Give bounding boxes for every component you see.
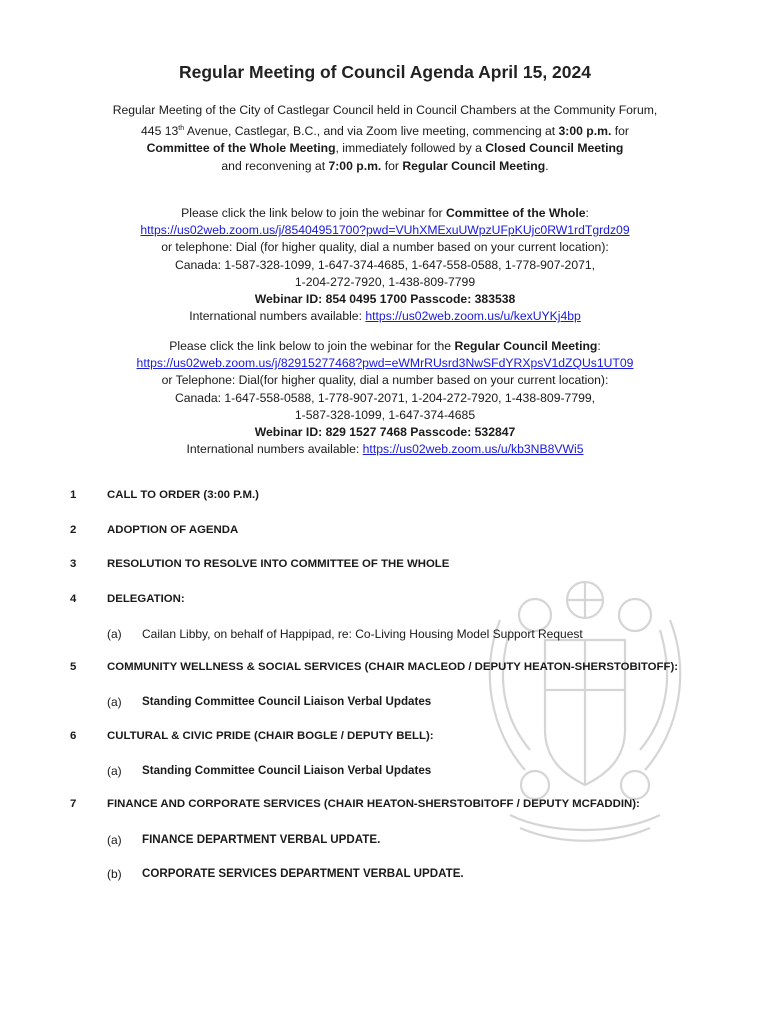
prompt-text: :	[585, 206, 589, 220]
prompt-text: :	[597, 339, 601, 353]
intro-line-2	[60, 120, 710, 141]
intro-text: .	[545, 158, 549, 173]
intl-numbers	[60, 441, 710, 458]
prompt-bold: Committee of the Whole	[446, 206, 586, 220]
intro-line-1: Regular Meeting of the City of Castlegar Council held in Council Chambers at the Community Forum,	[112, 103, 658, 117]
item-title: ADOPTION OF AGENDA	[107, 524, 239, 536]
intro-text: Avenue, Castlegar, B.C., and via Zoom live meeting, commencing at	[184, 123, 559, 138]
subitem-text: Standing Committee Council Liaison Verbal Updates	[142, 764, 432, 777]
intro-text: for	[611, 123, 629, 138]
intl-label: International numbers available:	[186, 442, 363, 457]
item-number: 3	[70, 558, 77, 570]
intro-line-4	[60, 158, 710, 176]
canada-numbers: Canada: 1-647-558-0588, 1-778-907-2071, 1-204-272-7920, 1-438-809-7799,	[174, 390, 596, 405]
intl-link[interactable]: https://us02web.zoom.us/u/kb3NB8VWi5	[362, 442, 584, 457]
intro-text: for	[381, 158, 403, 173]
intro-text: , immediately followed by a	[335, 141, 486, 156]
intl-link[interactable]: https://us02web.zoom.us/u/kexUYKj4bp	[365, 309, 581, 324]
intro-time-2: 7:00 p.m.	[328, 158, 382, 173]
intro-time-1: 3:00 p.m.	[558, 123, 612, 138]
subitem-text: FINANCE DEPARTMENT VERBAL UPDATE.	[142, 833, 381, 846]
canada-numbers: 1-204-272-7920, 1-438-809-7799	[294, 274, 476, 289]
subitem-text: Cailan Libby, on behalf of Happipad, re: Co-Living Housing Model Support Request	[142, 627, 583, 641]
subitem-text: CORPORATE SERVICES DEPARTMENT VERBAL UPDATE.	[142, 867, 464, 880]
canada-numbers: 1-587-328-1099, 1-647-374-4685	[294, 407, 476, 422]
subitem-letter: (a)	[107, 627, 122, 641]
item-number: 7	[70, 798, 77, 810]
webinar-prompt	[60, 205, 710, 222]
intro-line-3	[60, 140, 710, 158]
item-number: 5	[70, 661, 77, 673]
meeting-intro	[60, 102, 710, 175]
webinar-prompt	[60, 338, 710, 355]
webinar-link[interactable]: https://us02web.zoom.us/j/85404951700?pwd=VUhXMExuUWpzUFpKUjc0RW1rdTgrdz09	[140, 223, 630, 238]
intro-regular: Regular Council Meeting	[402, 158, 546, 173]
prompt-text: Please click the link below to join the webinar for the	[169, 339, 455, 353]
item-title: CULTURAL & CIVIC PRIDE (CHAIR BOGLE / DEPUTY BELL):	[107, 730, 434, 742]
webinar-link[interactable]: https://us02web.zoom.us/j/82915277468?pwd=eWMrRUsrd3NwSFdYRXpsV1dZQUs1UT09	[136, 356, 634, 371]
intro-cotw: Committee of the Whole Meeting	[146, 141, 336, 156]
prompt-bold: Regular Council Meeting	[454, 339, 598, 353]
subitem-letter: (a)	[107, 764, 122, 778]
webinar-cotw	[60, 205, 710, 325]
item-title: CALL TO ORDER (3:00 P.M.)	[107, 489, 259, 501]
item-number: 1	[70, 489, 77, 501]
webinar-ids: Webinar ID: 829 1527 7468 Passcode: 532847	[254, 425, 516, 440]
subitem-text: Standing Committee Council Liaison Verbal Updates	[142, 695, 432, 708]
item-title: RESOLUTION TO RESOLVE INTO COMMITTEE OF THE WHOLE	[107, 558, 450, 570]
item-title: FINANCE AND CORPORATE SERVICES (CHAIR HEATON-SHERSTOBITOFF / DEPUTY MCFADDIN):	[107, 798, 640, 810]
prompt-text: Please click the link below to join the webinar for	[181, 206, 446, 220]
item-number: 2	[70, 524, 77, 536]
intl-numbers	[60, 308, 710, 325]
item-number: 6	[70, 730, 77, 742]
intro-address-sup: th	[178, 124, 185, 132]
phone-intro: or Telephone: Dial(for higher quality, dial a number based on your current location):	[161, 373, 609, 388]
phone-intro: or telephone: Dial (for higher quality, dial a number based on your current location):	[161, 240, 609, 255]
subitem-letter: (a)	[107, 833, 122, 847]
webinar-ids: Webinar ID: 854 0495 1700 Passcode: 383538	[254, 292, 516, 307]
city-crest-watermark-icon	[470, 560, 700, 860]
intro-text: and reconvening at	[221, 158, 329, 173]
item-number: 4	[70, 593, 77, 605]
page-title: Regular Meeting of Council Agenda April 15, 2024	[179, 62, 591, 82]
intro-closed: Closed Council Meeting	[485, 141, 624, 156]
subitem-letter: (b)	[107, 867, 122, 881]
subitem-letter: (a)	[107, 695, 122, 709]
item-title: DELEGATION:	[107, 593, 185, 605]
intl-label: International numbers available:	[189, 309, 366, 324]
webinar-regular	[60, 338, 710, 458]
intro-address: 445 13	[141, 123, 179, 138]
item-title: COMMUNITY WELLNESS & SOCIAL SERVICES (CHAIR MACLEOD / DEPUTY HEATON-SHERSTOBITOFF):	[107, 661, 679, 673]
canada-numbers: Canada: 1-587-328-1099, 1-647-374-4685, 1-647-558-0588, 1-778-907-2071,	[174, 257, 596, 272]
